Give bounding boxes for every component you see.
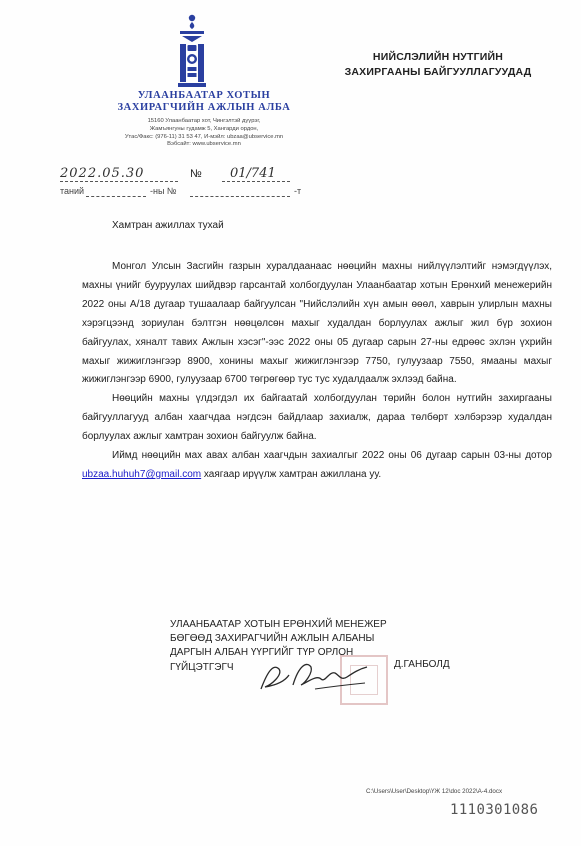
body-paragraph-1: Монгол Улсын Засгийн газрын хуралдаанаас нөөцийн махны нийлүүлэлтийг нэмэгдүүлэх, махны үнийг бууруулах шийдвэр гарсантай холбогдуулан Улаанбаатар хотын Ерөнхий менежерийн 2022 оны А/18 дугаар тушаалаар байгуулсан "Нийслэлийн хүн амын өөөл, хаврын улирлын махны хэрэгцээнд зориулан бэлтгэн нөөцөлсөн махыг худалдан борлуулах ажлыг жил бүр зохион байгуулах, хяналт тавих Ажлын хэсэг"-ээс 2022 оны 05 дугаар сарын 27-ны едрөөс эхлэн үхрийн махыг жижиглэнгээр 8900, хонины махыг жижиглэнгээр 7750, гулуузаар 7550, ямааны махыг жижиглэнгээр 6900, гулуузаар 6700 төгрөгөөр тус тус худалдаалж эхлээд байна. [82,261,552,386]
signer-name: Д.ГАНБОЛД [394,659,450,670]
ref-suffix: -т [294,186,302,196]
state-emblem-icon [172,12,212,92]
email-link[interactable]: ubzaa.huhuh7@gmail.com [82,468,202,480]
number-label: № [190,168,202,180]
org-contacts [104,118,304,149]
address-line2: Жамъянгуны гудамж 5, Хангарди ордон, [149,125,259,132]
signer-title-line4: ГҮЙЦЭТГЭГЧ [170,661,234,673]
recipient-line1: НИЙСЛЭЛИЙН НУТГИЙН [372,51,504,63]
tanai-label: таний [60,186,85,196]
address-line1: 15160 Улаанбаатар хот, Чингэлтэй дүүрэг, [147,118,261,124]
org-name-line1: УЛААНБААТАР ХОТЫН [137,90,271,101]
website-line: Вэбсайт: www.ubservice.mn [167,141,241,148]
date-underline [60,181,178,182]
handwritten-signature [255,655,375,695]
ref-underline1 [86,196,146,197]
handwritten-number: 01/741 [230,166,276,181]
letter-body [82,258,552,485]
signer-title-line3: ДАРГЫН АЛБАН ҮҮРГИЙГ ТҮР ОРЛОН [170,647,354,659]
ref-underline2 [190,196,290,197]
recipient-line2: ЗАХИРГААНЫ БАЙГУУЛЛАГУУДАД [344,66,532,78]
file-path: C:\Users\User\Desktop\ҮЖ 12\doc 2022\А-4.docx [366,788,503,795]
org-name-line2: ЗАХИРАГЧИЙН АЖЛЫН АЛБА [117,102,291,113]
letter-subject: Хамтран ажиллах тухай [112,220,224,231]
recipient-block [328,50,548,80]
signer-title-line1: УЛААНБААТАР ХОТЫН ЕРӨНХИЙ МЕНЕЖЕР [170,619,387,630]
date-number-line [60,164,310,186]
org-name [104,90,304,114]
reference-line [60,186,320,200]
p3-text-after: хаягаар ирүүлж хамтран ажиллана уу. [201,468,382,480]
p3-text-before: Иймд нөөцийн мах авах албан хаагчдын захиалгыг 2022 оны 06 дугаар сарын 03-ны дотор [112,450,552,462]
signer-title-line2: БӨГӨӨД ЗАХИРАГЧИЙН АЖЛЫН АЛБАНЫ [170,633,375,645]
ny-label: -ны № [150,186,177,196]
body-paragraph-3 [82,447,552,485]
body-paragraph-2: Нөөцийн махны үлдэгдэл их байгаатай холбогдуулан төрийн болон нутгийн захиргааны байгууллагууд албан хаагчдаа нэгдсэн байдлаар захиалж, дараа төлбөрт хэлбэрээр худалдан борлуулах ажлыг хамтран зохион байгуулж байна. [82,393,552,443]
document-number: 1110301086 [450,802,539,818]
contact-line: Утас/Факс: (976-11) 31 53 47, И-мэйл: ubzaa@ubservice.mn [124,133,284,140]
handwritten-date: 2022.05.30 [60,166,145,181]
number-underline [222,181,290,182]
